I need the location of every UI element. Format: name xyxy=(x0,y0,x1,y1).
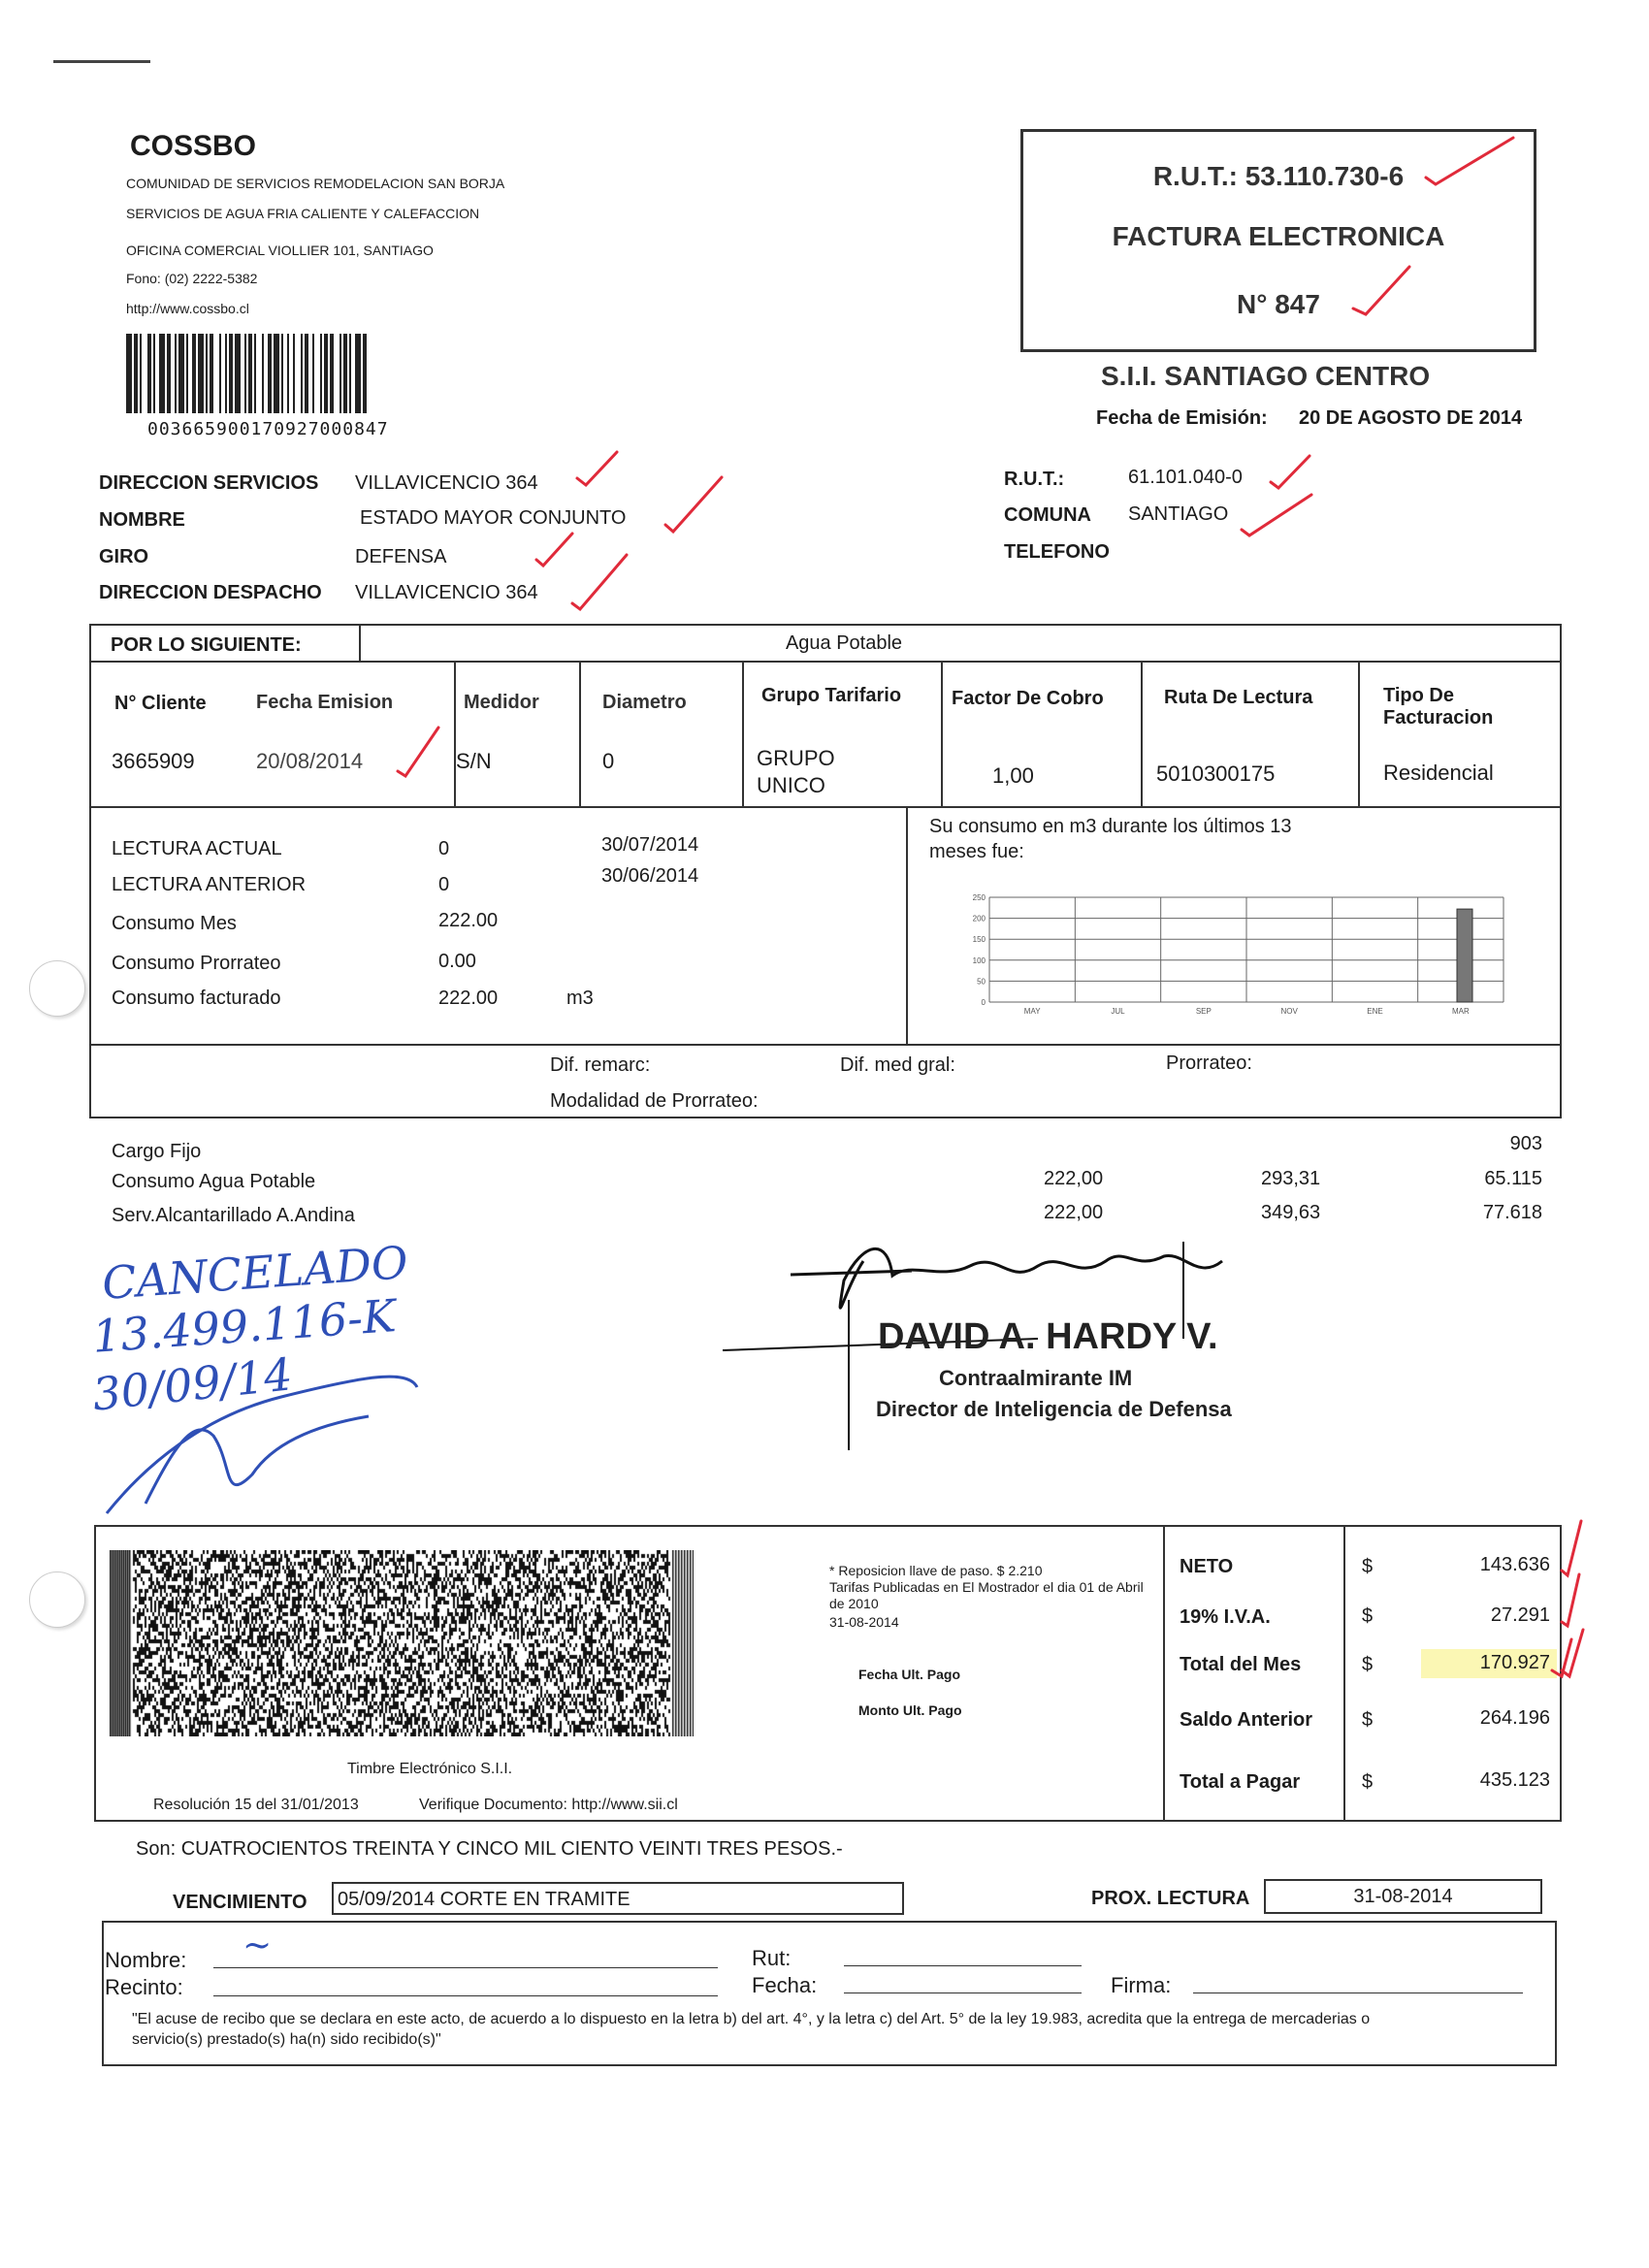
charge-price: 349,63 xyxy=(1261,1202,1321,1223)
modalidad-prorrateo: Modalidad de Prorrateo: xyxy=(550,1090,759,1112)
prox-lectura-value: 31-08-2014 xyxy=(1353,1886,1453,1907)
col-fecha: Fecha Emision xyxy=(256,692,394,713)
issuer-line1: COMUNIDAD DE SERVICIOS REMODELACION SAN BORJA xyxy=(126,176,505,191)
sii-office: S.I.I. SANTIAGO CENTRO xyxy=(1101,361,1431,391)
note-reposicion: * Reposicion llave de paso. $ 2.210 xyxy=(829,1563,1043,1578)
col-tipo: Tipo De Facturacion xyxy=(1383,685,1494,729)
phone-label: TELEFONO xyxy=(1004,541,1110,563)
val-diametro: 0 xyxy=(602,749,615,773)
chart-x-tick: JUL xyxy=(1111,1007,1125,1016)
receipt-rut: Rut: xyxy=(752,1946,792,1970)
invoice-rut: R.U.T.: 53.110.730-6 xyxy=(1152,161,1405,191)
total-value: 264.196 xyxy=(1479,1707,1550,1729)
prorrateo-label: Prorrateo: xyxy=(1166,1053,1252,1074)
dif-remarc: Dif. remarc: xyxy=(550,1054,651,1076)
consumo-mes-label: Consumo Mes xyxy=(112,913,237,934)
chart-y-tick: 250 xyxy=(972,893,986,902)
chart-x-tick: NOV xyxy=(1280,1007,1298,1016)
receipt-fecha: Fecha: xyxy=(752,1973,818,1997)
giro: DEFENSA xyxy=(355,546,447,567)
handwritten-signature-receipt: ~ xyxy=(242,1926,273,1965)
vencimiento-value: 05/09/2014 CORTE EN TRAMITE xyxy=(338,1889,630,1910)
total-value: 143.636 xyxy=(1479,1554,1550,1575)
receipt-firma: Firma: xyxy=(1111,1973,1172,1997)
total-label: Saldo Anterior xyxy=(1180,1709,1313,1731)
customer-name: ESTADO MAYOR CONJUNTO xyxy=(360,507,627,529)
issuer-name: COSSBO xyxy=(130,130,257,162)
amount-in-words: Son: CUATROCIENTOS TREINTA Y CINCO MIL CIENTO VEINTI TRES PESOS.- xyxy=(136,1838,843,1860)
stamp-title: Director de Inteligencia de Defensa xyxy=(876,1397,1232,1421)
charge-amount: 903 xyxy=(1509,1133,1542,1154)
consumo-prorrateo-value: 0.00 xyxy=(438,951,476,972)
receipt-nombre: Nombre: xyxy=(105,1948,187,1972)
consumo-facturado-value: 222.00 xyxy=(438,988,499,1009)
emission-date: 20 DE AGOSTO DE 2014 xyxy=(1299,407,1523,429)
dispatch-label: DIRECCION DESPACHO xyxy=(99,582,322,603)
lectura-actual-date: 30/07/2014 xyxy=(601,834,699,856)
invoice-number: N° 847 xyxy=(1237,289,1320,319)
stamp-rank: Contraalmirante IM xyxy=(939,1366,1133,1390)
val-grupo: GRUPO UNICO xyxy=(757,746,835,797)
col-medidor: Medidor xyxy=(464,692,539,713)
receipt-recinto: Recinto: xyxy=(105,1975,183,1999)
consumo-prorrateo-label: Consumo Prorrateo xyxy=(112,953,281,974)
charge-amount: 65.115 xyxy=(1484,1168,1542,1189)
receipt-legal: "El acuse de recibo que se declara en este acto, de acuerdo a lo dispuesto en la letra b) del art. 4°, y la letra c) del Art. 5° de la ley 19.983, acredita que la entrega de mercaderias o servicio(s) prestado(s) ha(n) sido recibido(s)" xyxy=(132,2011,1371,2048)
dif-med-gral: Dif. med gral: xyxy=(840,1054,955,1076)
lectura-anterior-value: 0 xyxy=(438,874,450,895)
note-date: 31-08-2014 xyxy=(829,1614,899,1630)
charge-label: Consumo Agua Potable xyxy=(112,1171,316,1192)
lectura-anterior-label: LECTURA ANTERIOR xyxy=(112,874,307,895)
total-label: Total del Mes xyxy=(1180,1654,1302,1675)
col-cliente: N° Cliente xyxy=(114,693,207,714)
val-fecha: 20/08/2014 xyxy=(256,749,364,773)
charge-qty: 222,00 xyxy=(1044,1168,1104,1189)
val-factor: 1,00 xyxy=(992,763,1034,788)
chart-x-tick: MAR xyxy=(1451,1007,1470,1016)
barcode-number: 003665900170927000847 xyxy=(147,419,389,439)
total-label: 19% I.V.A. xyxy=(1180,1606,1271,1628)
giro-label: GIRO xyxy=(99,546,149,567)
service-description: Agua Potable xyxy=(785,632,903,654)
handwritten-date: 30/09/14 xyxy=(89,1347,295,1421)
consumption-note: Su consumo en m3 durante los últimos 13 meses fue: xyxy=(929,816,1292,862)
handwritten-rut: 13.499.116-K xyxy=(90,1289,398,1363)
stamp-name: DAVID A. HARDY V. xyxy=(878,1316,1218,1357)
chart-y-tick: 200 xyxy=(972,914,986,923)
name-label: NOMBRE xyxy=(99,509,185,531)
chart-x-tick: SEP xyxy=(1195,1007,1212,1016)
total-label: NETO xyxy=(1180,1556,1234,1577)
total-currency: $ xyxy=(1362,1605,1374,1627)
service-address: VILLAVICENCIO 364 xyxy=(355,472,538,494)
timbre-resolucion: Resolución 15 del 31/01/2013 xyxy=(153,1797,359,1813)
comuna-label: COMUNA xyxy=(1004,504,1091,526)
charge-price: 293,31 xyxy=(1261,1168,1321,1189)
col-ruta: Ruta De Lectura xyxy=(1164,687,1313,708)
charge-label: Serv.Alcantarillado A.Andina xyxy=(112,1205,355,1226)
val-ruta: 5010300175 xyxy=(1156,761,1276,786)
total-label: Total a Pagar xyxy=(1180,1771,1301,1793)
invoice-title: FACTURA ELECTRONICA xyxy=(1112,221,1445,251)
consumo-facturado-label: Consumo facturado xyxy=(112,988,281,1009)
prox-lectura-label: PROX. LECTURA xyxy=(1091,1888,1250,1909)
chart-x-tick: MAY xyxy=(1023,1007,1041,1016)
chart-y-tick: 150 xyxy=(972,935,986,945)
customer-rut: 61.101.040-0 xyxy=(1128,467,1243,488)
issuer-line2: SERVICIOS DE AGUA FRIA CALIENTE Y CALEFACCION xyxy=(126,206,480,221)
chart-y-tick: 50 xyxy=(977,977,986,987)
total-currency: $ xyxy=(1362,1556,1374,1577)
total-currency: $ xyxy=(1362,1709,1374,1731)
chart-y-tick: 100 xyxy=(972,956,986,965)
vencimiento-label: VENCIMIENTO xyxy=(173,1892,307,1913)
service-address-label: DIRECCION SERVICIOS xyxy=(99,472,319,494)
lectura-actual-label: LECTURA ACTUAL xyxy=(112,838,282,859)
col-grupo: Grupo Tarifario xyxy=(761,685,902,706)
lectura-actual-value: 0 xyxy=(438,838,450,859)
customer-rut-label: R.U.T.: xyxy=(1004,469,1065,490)
val-tipo: Residencial xyxy=(1383,761,1494,785)
charge-label: Cargo Fijo xyxy=(112,1141,202,1162)
chart-y-tick: 0 xyxy=(981,998,986,1007)
emission-label: Fecha de Emisión: xyxy=(1096,407,1268,429)
issuer-office: OFICINA COMERCIAL VIOLLIER 101, SANTIAGO xyxy=(126,243,434,258)
charge-qty: 222,00 xyxy=(1044,1202,1104,1223)
total-value: 170.927 xyxy=(1479,1652,1550,1673)
ult-pago-amount: Monto Ult. Pago xyxy=(858,1702,962,1718)
col-factor: Factor De Cobro xyxy=(952,688,1104,709)
dispatch-address: VILLAVICENCIO 364 xyxy=(355,582,538,603)
total-currency: $ xyxy=(1362,1771,1374,1793)
chart-x-tick: ENE xyxy=(1367,1007,1383,1016)
val-medidor: S/N xyxy=(456,749,492,773)
note-tarifas: Tarifas Publicadas en El Mostrador el dia 01 de Abril de 2010 xyxy=(829,1579,1144,1611)
timbre-label: Timbre Electrónico S.I.I. xyxy=(347,1761,513,1777)
handwritten-cancelado: CANCELADO xyxy=(100,1236,410,1310)
total-value: 27.291 xyxy=(1490,1604,1550,1626)
total-currency: $ xyxy=(1362,1654,1374,1675)
col-diametro: Diametro xyxy=(602,692,687,713)
total-value: 435.123 xyxy=(1479,1769,1550,1791)
por-lo-siguiente: POR LO SIGUIENTE: xyxy=(111,634,302,656)
consumo-facturado-unit: m3 xyxy=(566,988,594,1009)
lectura-anterior-date: 30/06/2014 xyxy=(601,865,699,887)
issuer-phone: Fono: (02) 2222-5382 xyxy=(126,271,258,286)
consumo-mes-value: 222.00 xyxy=(438,910,499,931)
comuna: SANTIAGO xyxy=(1128,503,1229,525)
ult-pago-date: Fecha Ult. Pago xyxy=(858,1667,961,1682)
charge-amount: 77.618 xyxy=(1482,1202,1542,1223)
issuer-web[interactable]: http://www.cossbo.cl xyxy=(126,301,249,316)
val-cliente: 3665909 xyxy=(112,749,195,773)
timbre-verifique: Verifique Documento: http://www.sii.cl xyxy=(419,1797,678,1813)
